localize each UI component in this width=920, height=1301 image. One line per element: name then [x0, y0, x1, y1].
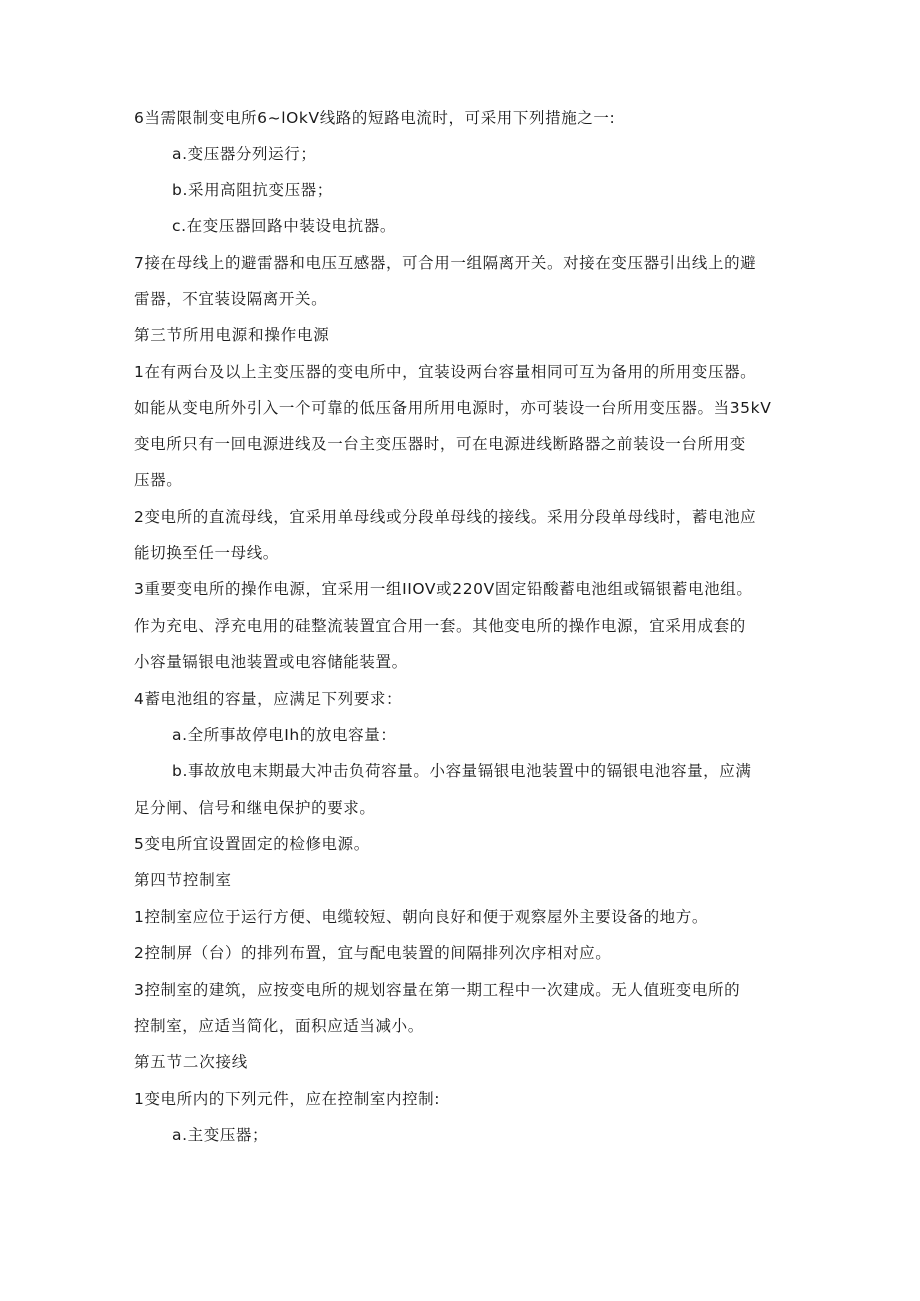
clause-3-text-cont: 作为充电、浮充电用的硅整流装置宜合用一套。其他变电所的操作电源，宜采用成套的: [134, 617, 746, 635]
clause-6-text: 6当需限制变电所6~lOkV线路的短路电流时，可采用下列措施之一:: [134, 109, 616, 127]
clause-7-text-cont: 雷器，不宜装设隔离开关。: [134, 290, 328, 308]
list-item-b-cont: 足分闸、信号和继电保护的要求。: [134, 799, 376, 817]
section-heading-5: 第五节二次接线: [134, 1053, 249, 1071]
clause-1-text-cont: 变电所只有一回电源进线及一台主变压器时，可在电源进线断路器之前装设一台所用变: [134, 435, 746, 453]
clause-2-text: 2控制屏（台）的排列布置，宜与配电装置的间隔排列次序相对应。: [134, 944, 612, 962]
clause-2-text-cont: 能切换至任一母线。: [134, 544, 279, 562]
list-item-a: a.主变压器；: [172, 1126, 269, 1144]
clause-1-text-cont: 如能从变电所外引入一个可靠的低压备用所用电源时，亦可装设一台所用变压器。当35kV: [134, 399, 772, 417]
clause-4-text: 4蓄电池组的容量，应满足下列要求：: [134, 690, 403, 708]
clause-3-text: 3重要变电所的操作电源，宜采用一组IIOV或220V固定铅酸蓄电池组或镉银蓄电池组。: [134, 580, 753, 598]
clause-1-text: 1在有两台及以上主变压器的变电所中，宜装设两台容量相同可互为备用的所用变压器。: [134, 363, 757, 381]
clause-3-text-cont: 控制室，应适当简化，面积应适当减小。: [134, 1017, 424, 1035]
list-item-b: b.事故放电末期最大冲击负荷容量。小容量镉银电池装置中的镉银电池容量，应满: [172, 762, 752, 780]
list-item-a: a.全所事故停电Ih的放电容量：: [172, 726, 397, 744]
clause-1-text-cont: 压器。: [134, 471, 183, 489]
list-item-c: c.在变压器回路中装设电抗器。: [172, 217, 396, 235]
clause-7-text: 7接在母线上的避雷器和电压互感器，可合用一组隔离开关。对接在变压器引出线上的避: [134, 254, 757, 272]
clause-5-text: 5变电所宜设置固定的检修电源。: [134, 835, 370, 853]
section-heading-3: 第三节所用电源和操作电源: [134, 326, 330, 344]
clause-3-text-cont: 小容量镉银电池装置或电容储能装置。: [134, 653, 408, 671]
section-heading-4: 第四节控制室: [134, 871, 232, 889]
clause-2-text: 2变电所的直流母线，宜采用单母线或分段单母线的接线。采用分段单母线时，蓄电池应: [134, 508, 757, 526]
clause-3-text: 3控制室的建筑，应按变电所的规划容量在第一期工程中一次建成。无人值班变电所的: [134, 981, 741, 999]
list-item-a: a.变压器分列运行；: [172, 145, 317, 163]
list-item-b: b.采用高阻抗变压器；: [172, 181, 333, 199]
clause-1-text: 1变电所内的下列元件，应在控制室内控制:: [134, 1090, 441, 1108]
clause-1-text: 1控制室应位于运行方便、电缆较短、朝向良好和便于观察屋外主要设备的地方。: [134, 908, 708, 926]
